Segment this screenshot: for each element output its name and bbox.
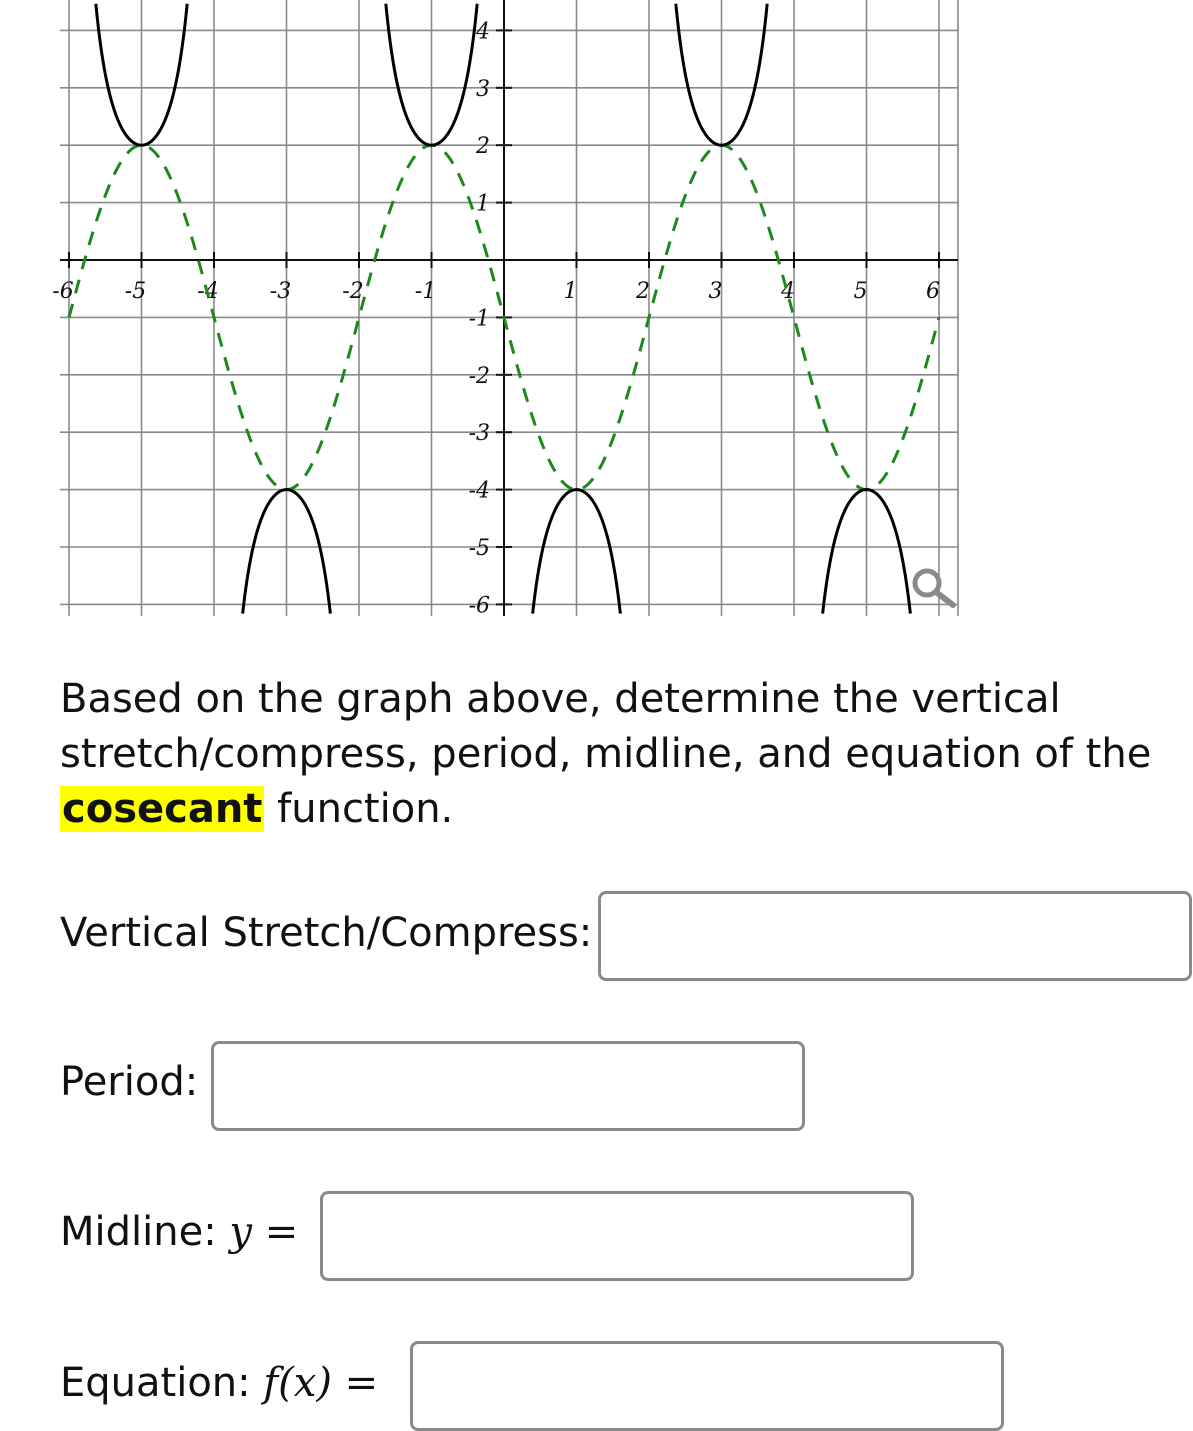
x-tick-label: -5 — [124, 279, 147, 304]
stretch-input[interactable] — [598, 891, 1192, 981]
x-tick-label: 4 — [781, 279, 795, 304]
y-tick-label: 1 — [476, 191, 490, 217]
y-tick-label: -5 — [468, 536, 490, 561]
period-input[interactable] — [211, 1041, 805, 1131]
magnifier-icon[interactable] — [907, 565, 959, 613]
equation-close-paren: ) — [316, 1360, 332, 1406]
x-tick-label: 5 — [853, 279, 868, 304]
x-tick-label: 1 — [563, 279, 578, 304]
cosecant-graph — [0, 0, 1193, 640]
equation-input[interactable] — [410, 1341, 1004, 1431]
y-tick-labels — [469, 19, 490, 618]
equation-label: Equation: — [60, 1360, 251, 1406]
y-tick-label: -4 — [468, 478, 490, 504]
y-tick-label: 3 — [476, 76, 490, 102]
y-tick-label: -6 — [468, 593, 490, 619]
x-tick-label: 3 — [708, 279, 723, 304]
x-tick-label: -1 — [414, 279, 437, 304]
equation-equals: = — [344, 1360, 379, 1406]
equation-open-paren: ( — [278, 1360, 294, 1406]
question-text-main: Based on the graph above, determine the vertical stretch/compress, period, midline, and equation of the — [60, 676, 1152, 777]
period-row — [60, 1057, 198, 1107]
midline-variable: y — [229, 1209, 253, 1255]
axes — [60, 0, 958, 619]
highlighted-term: cosecant — [62, 786, 263, 832]
period-label: Period: — [60, 1059, 199, 1105]
midline-input[interactable] — [320, 1191, 914, 1281]
stretch-row — [60, 908, 592, 958]
stretch-label: Vertical Stretch/Compress: — [60, 910, 593, 956]
grid-lines — [60, 0, 958, 619]
question-text — [60, 672, 1160, 837]
question-text-end: function. — [277, 786, 454, 832]
x-tick-label: -3 — [269, 279, 292, 304]
equation-row — [60, 1358, 378, 1408]
equation-variable: x — [293, 1360, 317, 1406]
x-tick-labels — [52, 279, 940, 304]
y-tick-label: -2 — [468, 363, 490, 389]
x-tick-label: -6 — [52, 279, 74, 304]
y-tick-label: 4 — [476, 19, 490, 45]
x-tick-label: -2 — [342, 279, 364, 304]
midline-row — [60, 1207, 298, 1257]
y-tick-label: -1 — [468, 306, 490, 332]
x-tick-label: 6 — [926, 279, 940, 304]
equation-function: f — [263, 1360, 279, 1406]
y-tick-label: 2 — [476, 134, 490, 160]
midline-label: Midline: — [60, 1209, 217, 1255]
midline-equals: = — [264, 1209, 299, 1255]
x-tick-label: 2 — [636, 279, 650, 304]
x-tick-label: -4 — [197, 279, 219, 304]
y-tick-label: -3 — [468, 421, 490, 447]
